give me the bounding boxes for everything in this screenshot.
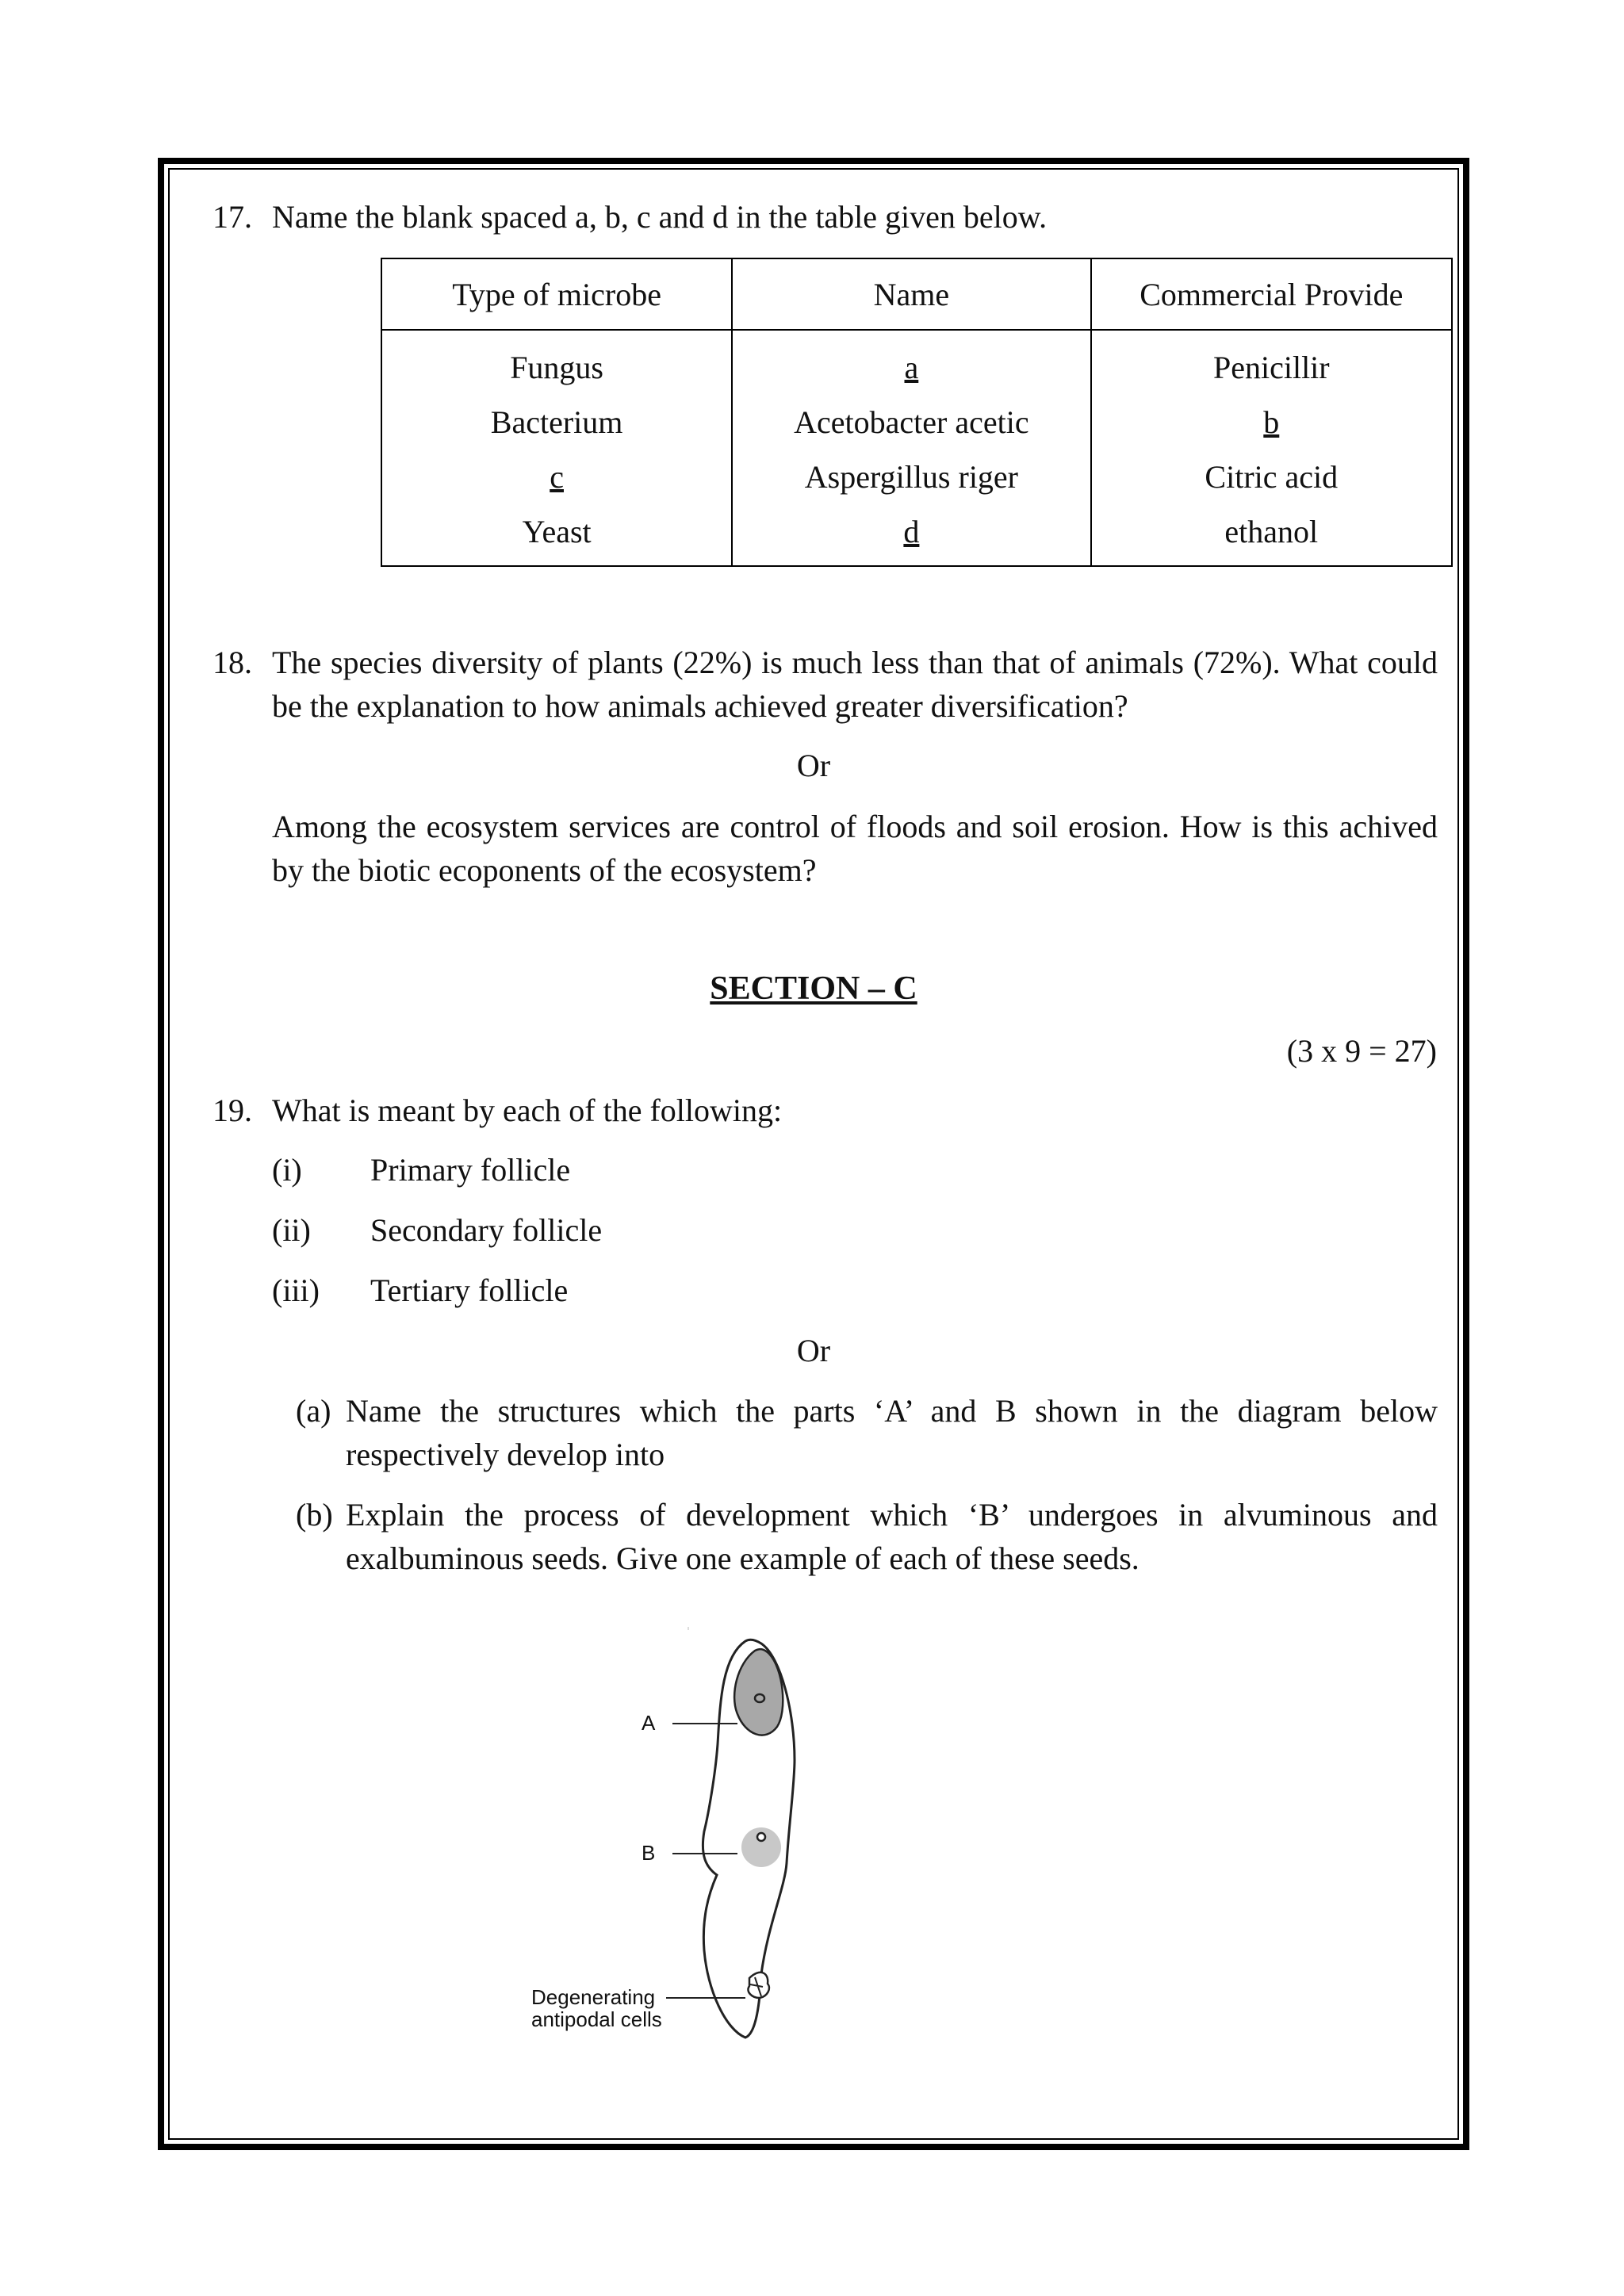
section-title: SECTION – C (710, 970, 917, 1007)
table-cell: Penicillir (1212, 350, 1330, 385)
table-header-row (381, 258, 1452, 330)
table-cell-blank-a: a (904, 350, 919, 385)
name-column (732, 330, 1090, 566)
table-cell-blank-d: d (903, 514, 920, 549)
table-cell: Citric acid (1205, 459, 1339, 495)
polar-nucleus (757, 1833, 765, 1841)
table-cell: Yeast (522, 514, 592, 549)
table-cell: ethanol (1224, 514, 1319, 549)
type-column (381, 330, 732, 566)
q19-item-text: Primary follicle (370, 1152, 571, 1188)
q18-alt-text: Among the ecosystem services are control of floods and soil erosion. How is this achived by the biotic ecoponents of the ecosystem? (272, 809, 1438, 888)
table-cell: Fungus (510, 350, 603, 385)
q19-b-text: Explain the process of development which ‘B’ undergoes in alvuminous and exalbuminous seeds. Give one example of each of these seeds. (346, 1497, 1438, 1576)
diagram-label-c-line2: antipodal cells (531, 2007, 662, 2031)
q19-item-text: Tertiary follicle (370, 1272, 569, 1308)
microbe-table (381, 258, 1453, 567)
table-cell: Acetobacter acetic (794, 404, 1029, 440)
q19-item-text: Secondary follicle (370, 1212, 603, 1248)
q18-text: The species diversity of plants (22%) is much less than that of animals (72%). What could be the explanation to how animals achieved greater diversification? (272, 645, 1438, 724)
section-marks: (3 x 9 = 27) (1286, 1033, 1437, 1069)
diagram-label-c-line1: Degenerating (531, 1985, 656, 2009)
product-column (1091, 330, 1452, 566)
table-cell-blank-b: b (1263, 404, 1280, 440)
header-name: Name (732, 258, 1090, 330)
diagram-label-a: A (642, 1711, 656, 1735)
diagram-label-b: B (642, 1841, 656, 1865)
q19-item-num: (i) (272, 1152, 302, 1188)
header-product: Commercial Provide (1091, 258, 1452, 330)
q19-item-num: (ii) (272, 1212, 311, 1248)
q19-or: Or (796, 1333, 831, 1368)
table-cell: Aspergillus riger (804, 459, 1018, 495)
table-cell-blank-c: c (550, 459, 564, 495)
q17-text: Name the blank spaced a, b, c and d in the table given below. (272, 199, 1048, 235)
table-body-row (381, 330, 1452, 566)
q18-number: 18. (213, 645, 252, 680)
q18-or: Or (796, 748, 831, 783)
q19-text: What is meant by each of the following: (272, 1093, 783, 1128)
q19-b-num: (b) (296, 1497, 333, 1533)
q19-number: 19. (213, 1093, 252, 1128)
table-cell: Bacterium (490, 404, 623, 440)
q17-number: 17. (213, 199, 252, 235)
header-type: Type of microbe (381, 258, 732, 330)
q19-item-num: (iii) (272, 1272, 320, 1308)
q19-a-text: Name the structures which the parts ‘A’ and B shown in the diagram below respectively develop into (346, 1393, 1438, 1472)
q19-a-num: (a) (296, 1393, 331, 1429)
